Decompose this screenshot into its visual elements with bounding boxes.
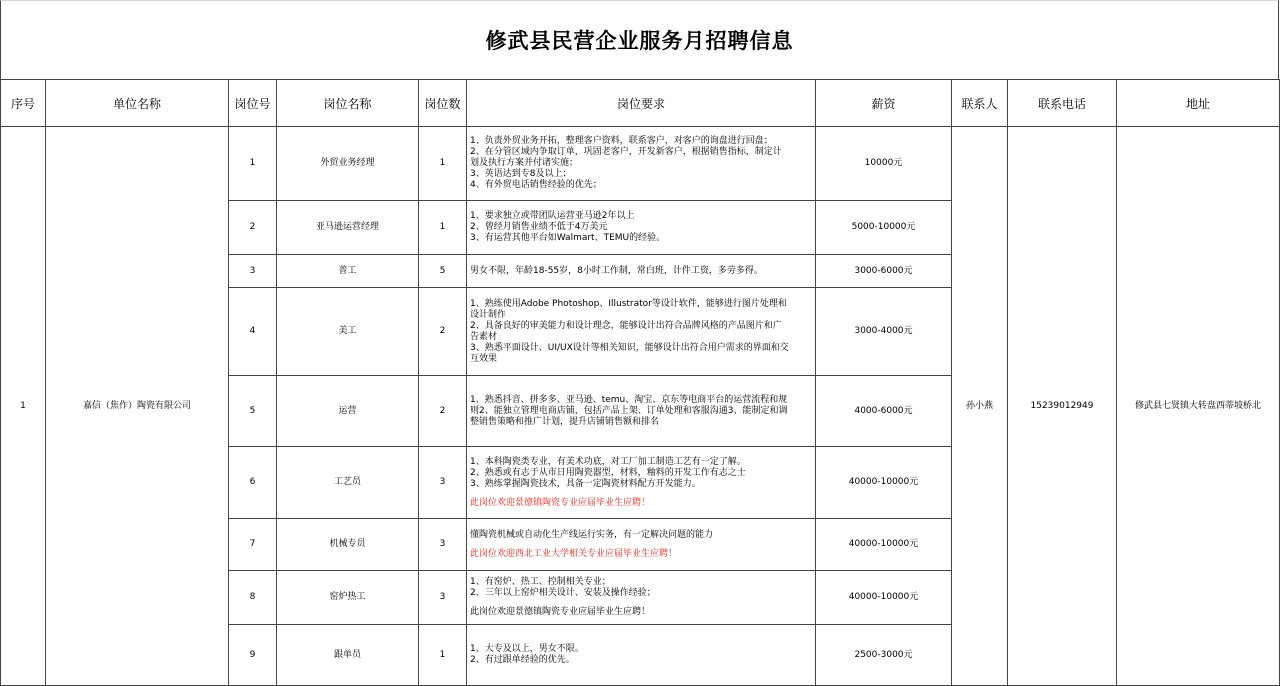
requirement-line: 1、大专及以上，男女不限。	[470, 644, 584, 654]
cell-job-no[interactable]: 6	[229, 447, 277, 519]
requirement-line: 3、熟悉平面设计、UI/UX设计等相关知识，能够设计出符合用户需求的界面和交	[470, 342, 789, 353]
header-job-count[interactable]: 岗位数	[419, 80, 467, 127]
requirement-line: 划及执行方案并付诸实施；	[470, 158, 579, 168]
cell-job-count[interactable]: 3	[419, 447, 467, 519]
cell-salary[interactable]: 40000-10000元	[816, 519, 952, 571]
cell-requirements[interactable]	[467, 519, 816, 571]
requirement-line: 1、本科陶瓷类专业，有美术功底，对工厂加工制造工艺有一定了解。	[470, 456, 746, 467]
requirement-line: 2、在分管区域内争取订单，巩固老客户，开发新客户，根据销售指标，制定计	[470, 147, 782, 157]
requirement-line: 2、熟悉或有志于从市日用陶瓷器型，材料，釉料的开发工作有志之士	[470, 467, 746, 478]
requirement-line: 2、曾经月销售业绩不低于4万美元	[470, 222, 608, 232]
recruitment-table	[0, 79, 1280, 686]
header-salary[interactable]: 薪资	[816, 80, 952, 127]
requirement-line: 1、有窑炉、热工、控制相关专业；	[470, 577, 611, 587]
cell-contact[interactable]: 孙小燕	[952, 127, 1008, 686]
cell-job-no[interactable]: 3	[229, 255, 277, 288]
cell-job-name[interactable]: 机械专员	[277, 519, 419, 571]
cell-seq[interactable]: 1	[1, 127, 46, 686]
cell-job-count[interactable]: 3	[419, 519, 467, 571]
cell-job-no[interactable]: 7	[229, 519, 277, 571]
cell-salary[interactable]: 5000-10000元	[816, 201, 952, 255]
cell-requirements[interactable]	[467, 447, 816, 519]
cell-phone[interactable]: 15239012949	[1008, 127, 1117, 686]
requirement-note: 此岗位欢迎景德镇陶瓷专业应届毕业生应聘！	[470, 497, 651, 508]
requirement-line: 男女不限，年龄18-55岁，8小时工作制，常白班，计件工资，多劳多得。	[470, 265, 763, 276]
requirement-line: 1、熟悉抖音、拼多多、亚马逊、temu、淘宝、京东等电商平台的运营流程和规	[470, 394, 788, 405]
cell-job-count[interactable]: 1	[419, 625, 467, 686]
header-company[interactable]: 单位名称	[46, 80, 229, 127]
header-job-name[interactable]: 岗位名称	[277, 80, 419, 127]
cell-salary[interactable]: 40000-10000元	[816, 571, 952, 625]
cell-job-count[interactable]: 2	[419, 376, 467, 447]
title-cell[interactable]	[0, 0, 1279, 79]
cell-job-name[interactable]: 运营	[277, 376, 419, 447]
cell-salary[interactable]: 40000-10000元	[816, 447, 952, 519]
header-seq[interactable]: 序号	[1, 80, 46, 127]
requirement-line: 互效果	[470, 353, 498, 364]
cell-job-name[interactable]: 工艺员	[277, 447, 419, 519]
requirement-line: 懂陶瓷机械或自动化生产线运行实务，有一定解决问题的能力	[470, 529, 714, 540]
requirement-note: 此岗位欢迎景德镇陶瓷专业应届毕业生应聘！	[470, 607, 651, 617]
table-row	[1, 127, 1280, 201]
requirement-line: 2、三年以上窑炉相关设计、安装及操作经验；	[470, 588, 656, 598]
cell-requirements[interactable]	[467, 255, 816, 288]
requirement-line: 1、要求独立或带团队运营亚马逊2年以上	[470, 211, 635, 221]
requirement-note: 此岗位欢迎西北工业大学相关专业应届毕业生应聘！	[470, 548, 678, 559]
cell-company-name[interactable]: 嘉信（焦作）陶瓷有限公司	[46, 127, 229, 686]
requirement-line: 1、负责外贸业务开拓，整理客户资料，联系客户，对客户的询盘进行回盘；	[470, 136, 773, 146]
requirement-line: 2、有过跟单经验的优先。	[470, 655, 575, 665]
cell-salary[interactable]: 3000-4000元	[816, 288, 952, 376]
header-job-no[interactable]: 岗位号	[229, 80, 277, 127]
cell-job-no[interactable]: 9	[229, 625, 277, 686]
cell-job-no[interactable]: 5	[229, 376, 277, 447]
cell-job-count[interactable]: 5	[419, 255, 467, 288]
cell-job-name[interactable]: 窑炉热工	[277, 571, 419, 625]
cell-job-no[interactable]: 8	[229, 571, 277, 625]
requirement-line: 3、熟练掌握陶瓷技术，具备一定陶瓷材料配方开发能力。	[470, 478, 701, 489]
cell-salary[interactable]: 10000元	[816, 127, 952, 201]
cell-requirements[interactable]	[467, 625, 816, 686]
cell-job-name[interactable]: 普工	[277, 255, 419, 288]
requirement-line: 1、熟练使用Adobe Photoshop、Illustrator等设计软件，能够进行图片处理和	[470, 298, 787, 309]
cell-salary[interactable]: 4000-6000元	[816, 376, 952, 447]
requirement-line: 3、有运营其他平台如Walmart、TEMU的经验。	[470, 233, 666, 243]
cell-job-name[interactable]: 跟单员	[277, 625, 419, 686]
requirement-line: 2、具备良好的审美能力和设计理念，能够设计出符合品牌风格的产品图片和广	[470, 320, 782, 331]
header-requirements[interactable]: 岗位要求	[467, 80, 816, 127]
cell-salary[interactable]: 2500-3000元	[816, 625, 952, 686]
cell-salary[interactable]: 3000-6000元	[816, 255, 952, 288]
header-phone[interactable]: 联系电话	[1008, 80, 1117, 127]
requirement-line: 告素材	[470, 331, 498, 342]
cell-requirements[interactable]	[467, 201, 816, 255]
cell-job-name[interactable]: 外贸业务经理	[277, 127, 419, 201]
cell-requirements[interactable]	[467, 288, 816, 376]
requirement-line: 整销售策略和推广计划，提升店铺销售额和排名	[470, 416, 660, 427]
cell-address[interactable]: 修武县七贤镇大转盘西蒂坡桥北	[1117, 127, 1280, 686]
header-row	[1, 80, 1280, 127]
cell-job-no[interactable]: 4	[229, 288, 277, 376]
cell-requirements[interactable]	[467, 127, 816, 201]
table-body	[1, 127, 1280, 686]
cell-job-count[interactable]: 2	[419, 288, 467, 376]
cell-requirements[interactable]	[467, 376, 816, 447]
cell-job-count[interactable]: 1	[419, 201, 467, 255]
cell-job-name[interactable]: 美工	[277, 288, 419, 376]
cell-job-name[interactable]: 亚马逊运营经理	[277, 201, 419, 255]
cell-requirements[interactable]	[467, 571, 816, 625]
page-title: 修武县民营企业服务月招聘信息	[485, 29, 794, 53]
requirement-line: 3、英语达到专8及以上；	[470, 169, 572, 179]
requirement-line: 则2、能独立管理电商店铺，包括产品上架、订单处理和客服沟通3、能制定和调	[470, 405, 788, 416]
requirement-line: 4、有外贸电话销售经验的优先；	[470, 180, 602, 190]
header-address[interactable]: 地址	[1117, 80, 1280, 127]
requirement-line: 设计制作	[470, 309, 507, 320]
cell-job-count[interactable]: 1	[419, 127, 467, 201]
cell-job-no[interactable]: 2	[229, 201, 277, 255]
header-contact[interactable]: 联系人	[952, 80, 1008, 127]
cell-job-count[interactable]: 3	[419, 571, 467, 625]
cell-job-no[interactable]: 1	[229, 127, 277, 201]
